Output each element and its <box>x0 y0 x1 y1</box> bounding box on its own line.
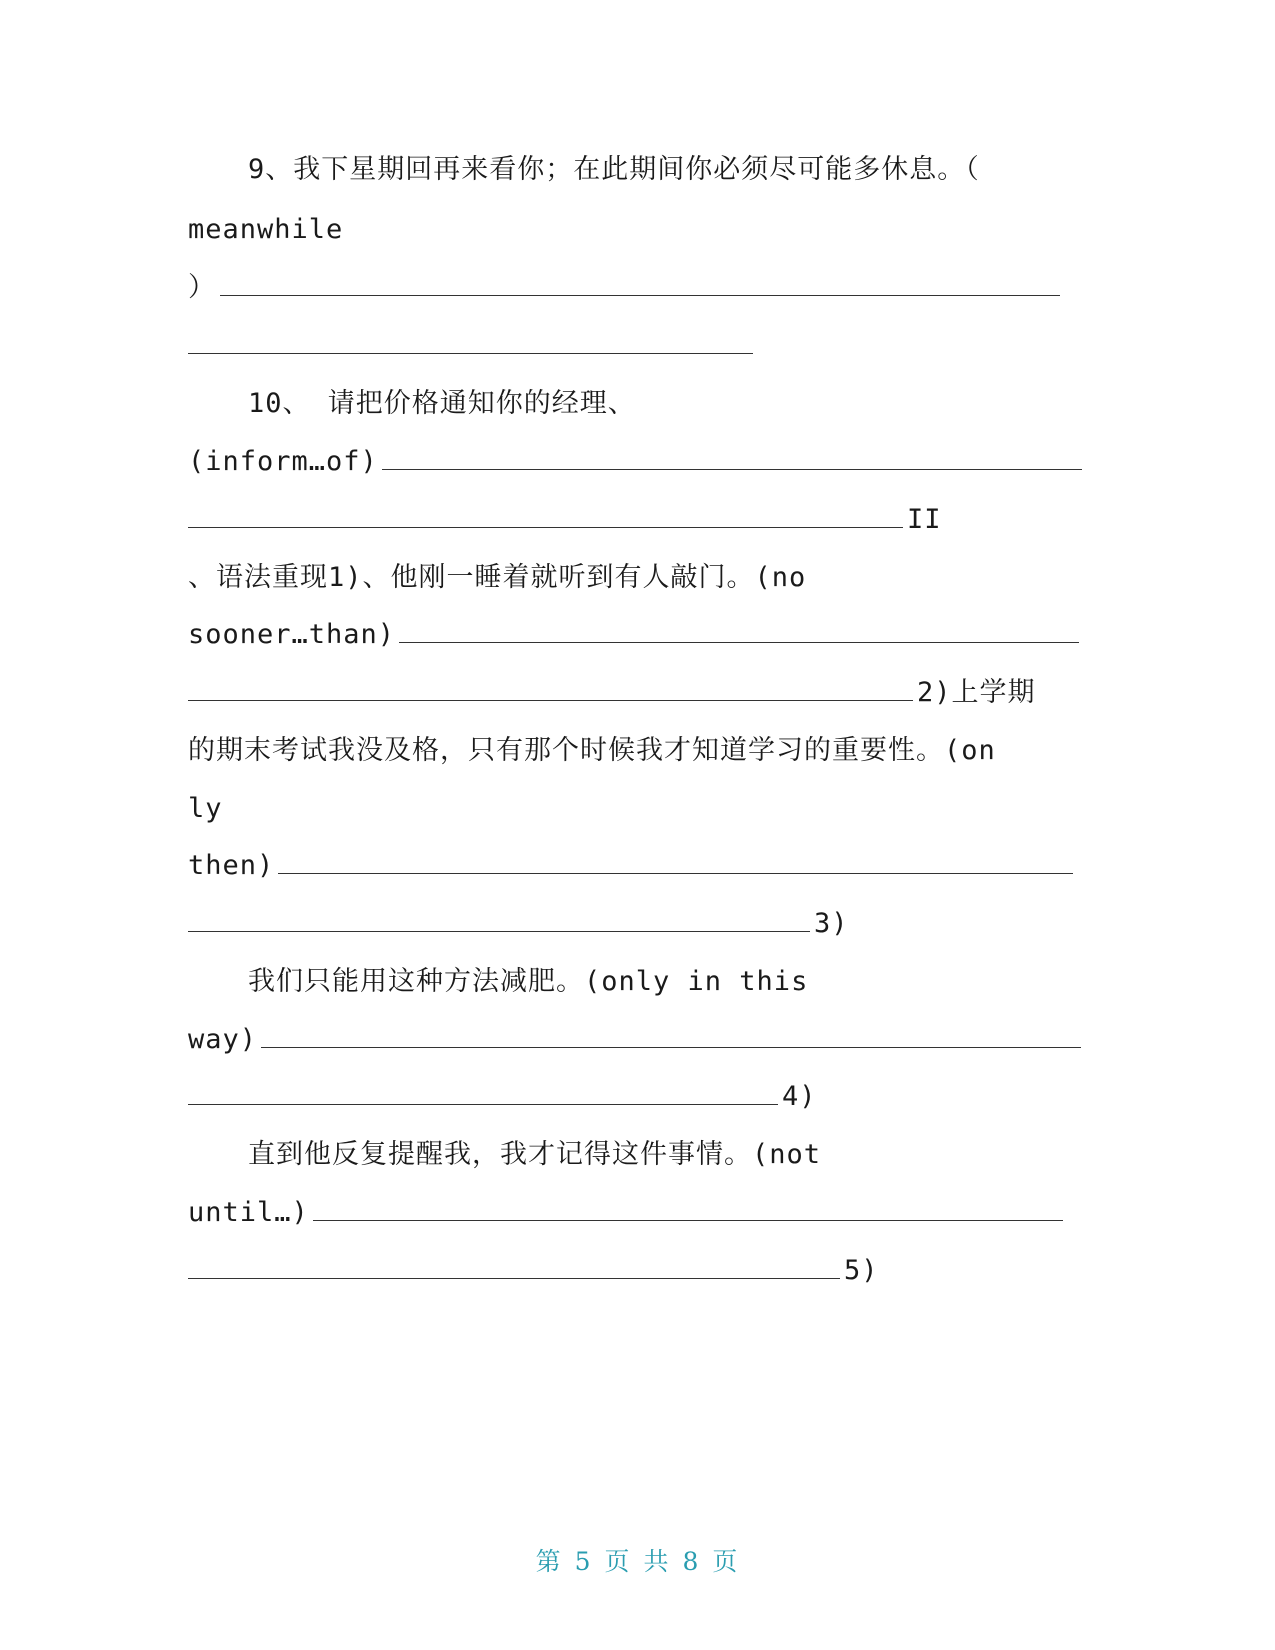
grammar-q2-answer-line-2: 3) <box>188 904 1084 944</box>
grammar-q4-answer-line-1: until…) <box>188 1193 1084 1233</box>
question-10: 10、 请把价格通知你的经理、 <box>248 388 636 419</box>
grammar-section-q1: 、语法重现1)、他刚一睡着就听到有人敲门。(no <box>188 562 807 593</box>
answer-blank[interactable] <box>382 449 1082 470</box>
grammar-q2-keyword-cont: ly <box>188 793 223 824</box>
question-9-keyword: meanwhile <box>188 214 344 245</box>
total-page-number: 8 <box>682 1547 701 1576</box>
answer-blank[interactable] <box>278 853 1073 874</box>
grammar-q3: 我们只能用这种方法减肥。(only in this <box>248 966 809 997</box>
question-10-answer-line-1: (inform…of) <box>188 442 1084 482</box>
answer-blank[interactable] <box>188 680 913 701</box>
grammar-q1-answer-line-2: 2)上学期 <box>188 673 1084 713</box>
answer-blank[interactable] <box>188 1084 778 1105</box>
answer-blank[interactable] <box>188 333 753 354</box>
grammar-q1-answer-line-1: sooner…than) <box>188 615 1084 655</box>
answer-blank[interactable] <box>188 1258 840 1279</box>
grammar-q2-answer-line-1: then) <box>188 846 1084 886</box>
page-footer: 第 5 页 共 8 页 <box>535 1547 740 1576</box>
question-9: 9、我下星期回再来看你；在此期间你必须尽可能多休息。（ <box>248 154 980 185</box>
question-10-answer-line-2: II <box>188 500 1084 540</box>
answer-blank[interactable] <box>399 622 1079 643</box>
grammar-q4: 直到他反复提醒我，我才记得这件事情。(not <box>248 1139 822 1170</box>
answer-blank[interactable] <box>313 1200 1063 1221</box>
answer-blank[interactable] <box>188 507 903 528</box>
current-page-number: 5 <box>574 1547 593 1576</box>
grammar-q3-answer-line-1: way) <box>188 1020 1084 1060</box>
question-9-answer-line-2 <box>188 326 1084 366</box>
grammar-q2: 的期末考试我没及格，只有那个时候我才知道学习的重要性。(on <box>188 735 996 766</box>
grammar-q3-answer-line-2: 4) <box>188 1077 1084 1117</box>
grammar-q4-answer-line-2: 5) <box>188 1251 1084 1291</box>
answer-blank[interactable] <box>188 911 810 932</box>
question-9-answer-line-1: ） <box>188 268 1084 308</box>
answer-blank[interactable] <box>220 275 1060 296</box>
answer-blank[interactable] <box>261 1027 1081 1048</box>
